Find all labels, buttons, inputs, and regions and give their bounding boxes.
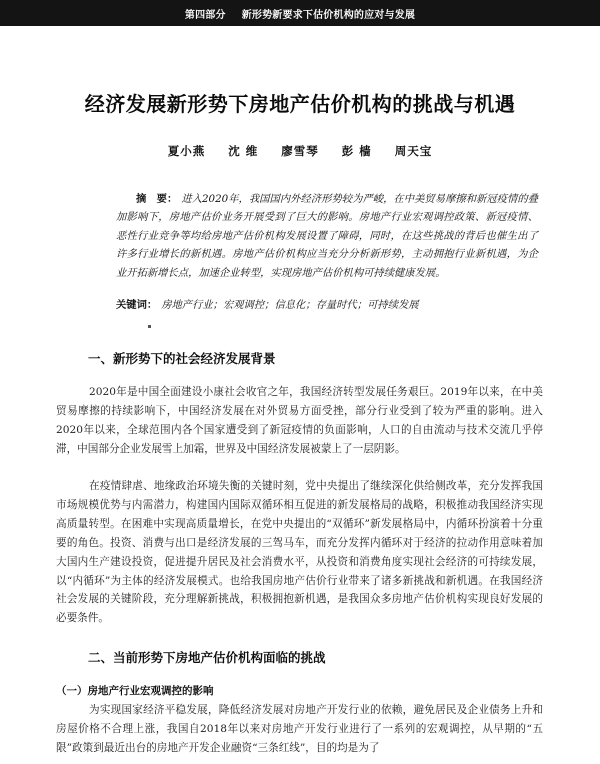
abstract [116,190,538,282]
keywords [116,297,546,313]
keywords-label: 关键词： [116,299,158,311]
scan-speck [148,325,151,328]
section-heading-2: 二、当前形势下房地产估价机构面临的挑战 [88,650,326,665]
author: 沈 维 [228,144,259,158]
author: 廖雪琴 [281,144,319,158]
body-paragraph: 在疫情肆虐、地缘政治环境失衡的关键时刻，党中央提出了继续深化供给侧改革，充分发挥我国市场规模优势与内需潜力，构建国内国际双循环相互促进的新发展格局的战略，积极推动我国经济实现高质量转型。在困难中实现高质量增长，在党中央提出的“双循环”新发展格局中，内循环扮演着十分重要的角色。投资、消费与出口是经济发展的三驾马车，而充分发挥内循环对于经济的拉动作用意味着加大国内生产建设投资，促进提升居民及社会消费水平，从投资和消费角度实现社会经济的可持续发展，以“内循环”为主体的经济发展模式。也给我国房地产估价行业带来了诸多新挑战和新机遇。在我国经济社会发展的关键阶段，充分理解新挑战，积极拥抱新机遇，是我国众多房地产估价机构实现良好发展的必要条件。 [56,480,543,625]
author-list [0,143,600,159]
body-paragraph: 为实现国家经济平稳发展，降低经济发展对房地产开发行业的依赖，避免居民及企业债务上升和房屋价格不合理上涨，我国自2018年以来对房地产开发行业进行了一系列的宏观调控，从早期的“五限”政策到最近出台的房地产开发企业融资“三条红线”，目的均是为了 [56,704,543,754]
abstract-text: 进入2020年，我国国内外经济形势较为严峻，在中美贸易摩擦和新冠疫情的叠加影响下，房地产估价业务开展受到了巨大的影响。房地产行业宏观调控政策、新冠疫情、恶性行业竞争等均给房地产估价机构发展设置了障碍，同时，在这些挑战的背后也催生出了许多行业增长的新机遇。房地产估价机构应当充分分析新形势，主动拥抱行业新机遇，为企业开拓新增长点，加速企业转型，实现房地产估价机构可持续健康发展。 [116,193,538,279]
body-paragraph: 2020年是中国全面建设小康社会收官之年，我国经济转型发展任务艰巨。2019年以来，在中美贸易摩擦的持续影响下，中国经济发展在对外贸易方面受挫，部分行业受到了较为严重的影响。进入2020年以来，全球范围内各个国家遭受到了新冠疫情的负面影响，人口的自由流动与技术交流几乎停滞，中国部分企业发展雪上加霜，世界及中国经济发展被蒙上了一层阴影。 [56,386,543,455]
author: 夏小燕 [167,144,206,158]
author: 周天宝 [394,144,433,158]
section-heading-1: 一、新形势下的社会经济发展背景 [88,351,276,366]
keywords-text: 房地产行业；宏观调控；信息化；存量时代；可持续发展 [161,299,419,311]
header-section: 新形势新要求下估价机构的应对与发展 [241,9,416,21]
abstract-label: 摘 要： [136,193,178,205]
running-header [0,0,600,26]
subsection-heading: （一）房地产行业宏观调控的影响 [56,685,214,697]
paper-title: 经济发展新形势下房地产估价机构的挑战与机遇 [84,92,516,116]
header-part: 第四部分 [184,9,226,21]
author: 彭 樯 [341,144,372,158]
